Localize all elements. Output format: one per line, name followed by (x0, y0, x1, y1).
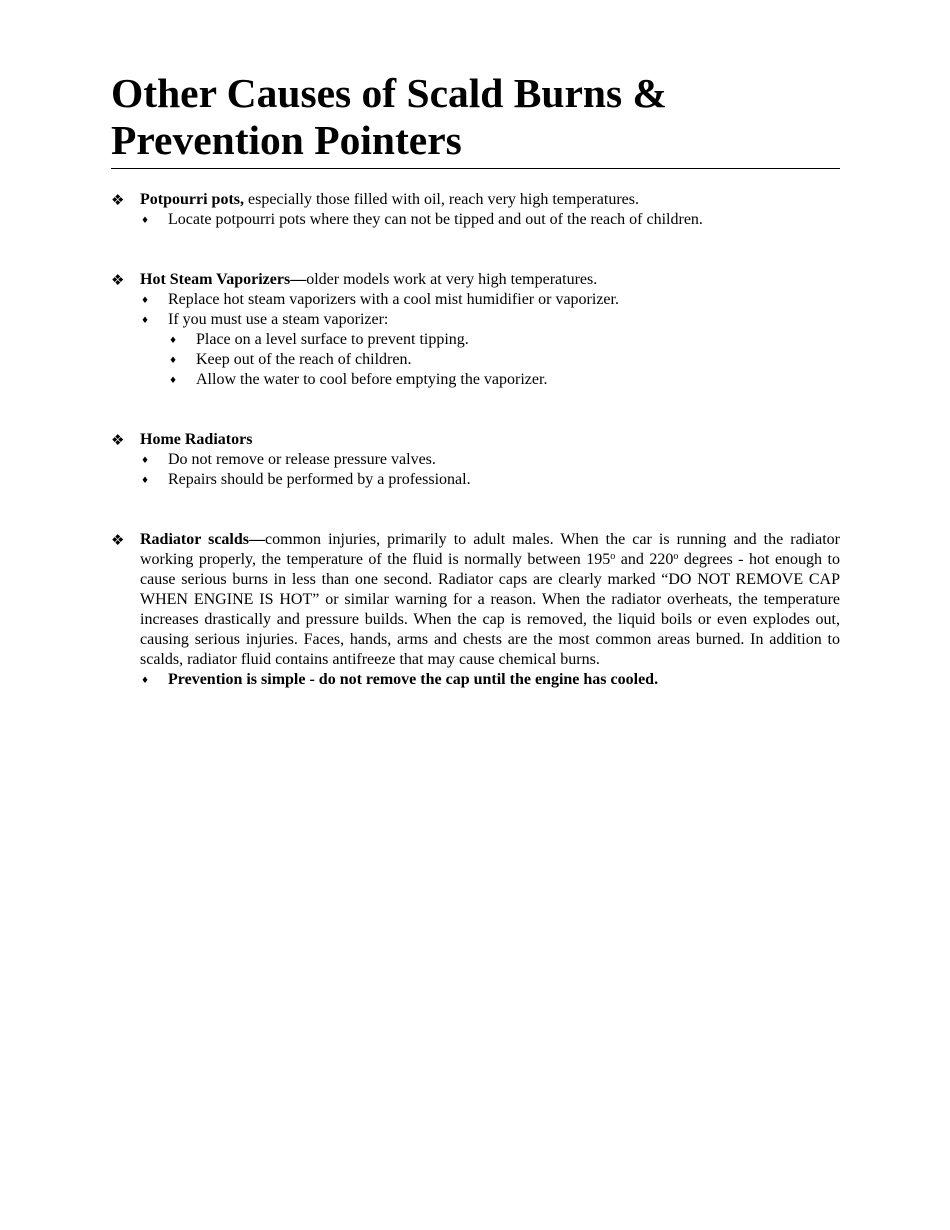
degree-mark: o (610, 551, 616, 562)
list-item: ♦ If you must use a steam vaporizer: ♦ Place on a level surface to prevent tipping. ♦ Keep out of the reach of children. ♦ Allow the water to cool before emptying the vaporizer. (140, 310, 840, 390)
bullet-list (140, 670, 840, 690)
section-heading: Home Radiators (140, 431, 253, 448)
section-text: older models work at very high temperatures. (306, 271, 598, 288)
bullet-diamond-icon: ♦ (141, 476, 150, 486)
section-heading: Radiator scalds— (140, 531, 266, 548)
bullet-list (140, 290, 840, 390)
section-paragraph: Radiator scalds—common injuries, primarily to adult males. When the car is running and the radiator working properly, the temperature of the fluid is normally between 195$^o$ and 220$^o$ degrees - hot enough to cause serious burns in less than one second. Radiator caps are clearly marked “DO NOT REMOVE CAP WHEN ENGINE IS HOT” or similar warning for a reason. When the radiator overheats, the temperature increases drastically and pressure builds. When the cap is removed, the liquid boils or even explodes out, causing serious injuries. Faces, hands, arms and chests are the most common areas burned. In addition to scalds, radiator fluid contains antifreeze that may cause chemical burns. (140, 531, 841, 668)
section-hot-steam-vaporizers (111, 270, 840, 390)
section-heading: Potpourri pots, (140, 191, 244, 208)
nested-list-item: ♦ Keep out of the reach of children. (168, 350, 840, 370)
bullet-diamond-cluster-icon: ❖ (111, 531, 125, 549)
bullet-diamond-icon: ♦ (141, 316, 150, 326)
bullet-diamond-icon: ♦ (141, 296, 150, 306)
nested-list-item: ♦ Place on a level surface to prevent tipping. (168, 330, 840, 350)
bullet-diamond-icon: ♦ (141, 216, 150, 226)
bullet-diamond-cluster-icon: ❖ (111, 191, 125, 209)
page-title (111, 0, 840, 169)
list-item: ♦ Repairs should be performed by a professional. (140, 470, 840, 490)
section-home-radiators (111, 430, 840, 490)
bullet-diamond-icon: ♦ (169, 356, 178, 366)
bullet-diamond-icon: ♦ (141, 676, 150, 686)
section-text: especially those filled with oil, reach very high temperatures. (244, 191, 639, 208)
section-radiator-scalds (111, 530, 840, 690)
degree-mark: o (673, 551, 679, 562)
bullet-diamond-icon: ♦ (169, 376, 178, 386)
section-lead (140, 190, 840, 210)
bullet-diamond-cluster-icon: ❖ (111, 431, 125, 449)
list-item: ♦ Do not remove or release pressure valves. (140, 450, 840, 470)
section-potpourri-pots (111, 190, 840, 230)
bullet-diamond-cluster-icon: ❖ (111, 271, 125, 289)
title-line-1: Other Causes of Scald Burns & (111, 70, 668, 116)
nested-list-item: ♦ Allow the water to cool before emptying the vaporizer. (168, 370, 840, 390)
list-item: ♦ Locate potpourri pots where they can not be tipped and out of the reach of children. (140, 210, 840, 230)
bullet-diamond-icon: ♦ (169, 336, 178, 346)
document-page (111, 0, 840, 690)
bullet-list (140, 450, 840, 490)
section-lead (140, 270, 840, 290)
bullet-list (140, 210, 840, 230)
nested-bullet-list (168, 330, 840, 390)
title-line-2: Prevention Pointers (111, 117, 462, 163)
bullet-diamond-icon: ♦ (141, 456, 150, 466)
list-item: ♦ Replace hot steam vaporizers with a cool mist humidifier or vaporizer. (140, 290, 840, 310)
list-item: ♦ Prevention is simple - do not remove the cap until the engine has cooled. (140, 670, 840, 690)
section-lead (140, 430, 840, 450)
section-heading: Hot Steam Vaporizers— (140, 271, 307, 288)
